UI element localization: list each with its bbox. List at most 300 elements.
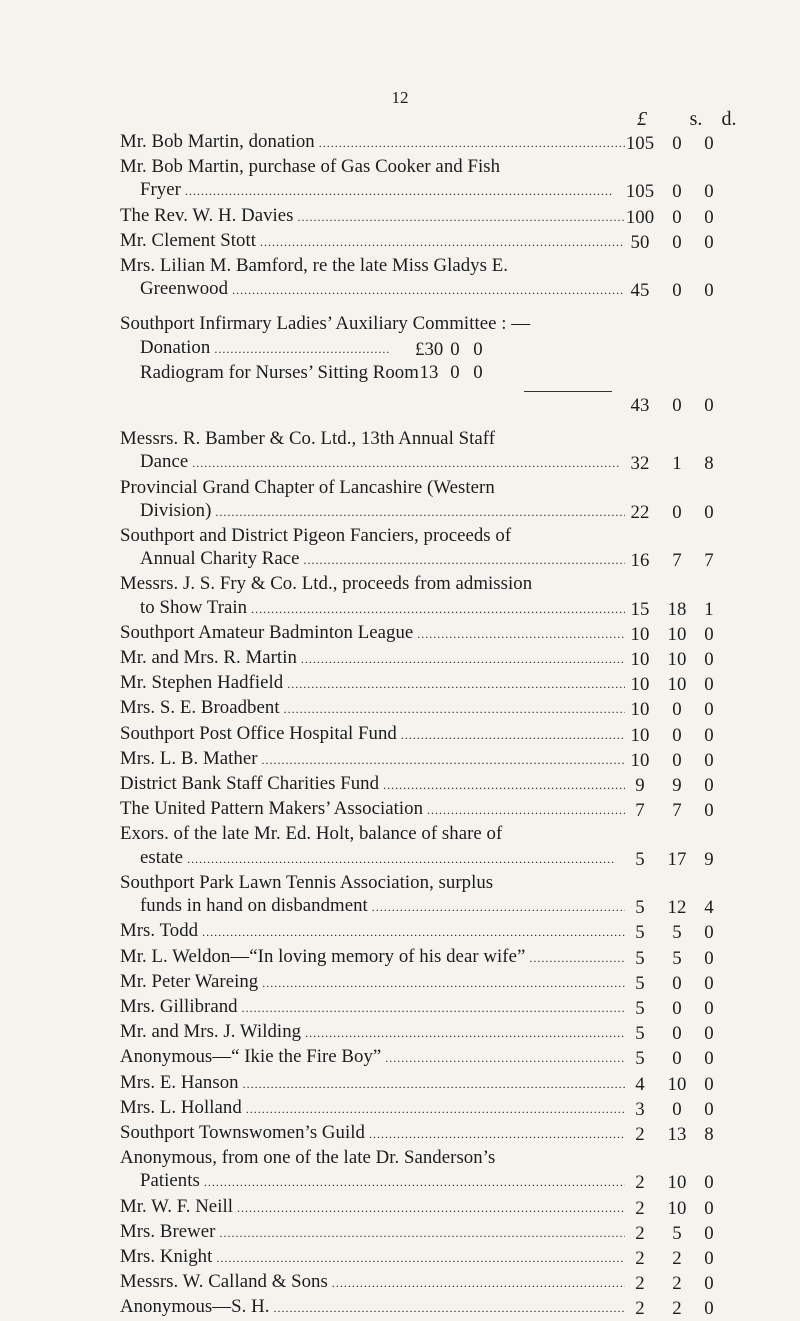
shillings-value: 13 bbox=[667, 1123, 687, 1145]
entry-text bbox=[120, 1121, 625, 1146]
pounds-value: 3 bbox=[635, 1098, 645, 1120]
entry-text bbox=[120, 846, 625, 871]
entry-amount bbox=[620, 1047, 724, 1070]
pounds-value: 2 bbox=[635, 1222, 645, 1244]
entry-label: Mrs. L. B. Mather bbox=[120, 747, 258, 769]
pence-value: 8 bbox=[704, 453, 714, 475]
entry-amount bbox=[620, 947, 724, 970]
entry-label: Southport Infirmary Ladies’ Auxiliary Committee : — bbox=[120, 313, 531, 335]
entry-amount bbox=[620, 848, 724, 871]
pounds-value: 7 bbox=[635, 800, 645, 822]
pounds-value: 13 bbox=[419, 361, 439, 383]
entry-amount bbox=[620, 1247, 724, 1270]
ledger-entry bbox=[120, 254, 760, 302]
entry-text bbox=[120, 871, 625, 894]
pounds-value: 5 bbox=[635, 1048, 645, 1070]
entry-text bbox=[120, 312, 625, 335]
entry-label: Mr. L. Weldon—“In loving memory of his dear wife” bbox=[120, 945, 526, 967]
pounds-value: 50 bbox=[630, 231, 650, 253]
shillings-value: 5 bbox=[672, 1222, 682, 1244]
entry-label: Mrs. E. Hanson bbox=[120, 1071, 239, 1093]
entry-label: Southport Post Office Hospital Fund bbox=[120, 722, 397, 744]
leader-dots bbox=[262, 749, 625, 772]
entry-amount bbox=[620, 1197, 724, 1220]
shillings-value: 12 bbox=[667, 897, 687, 919]
shillings-value: 0 bbox=[672, 231, 682, 253]
leader-dots bbox=[262, 972, 625, 995]
entry-label: Mr. Bob Martin, purchase of Gas Cooker and Fish bbox=[120, 156, 501, 178]
leader-dots bbox=[232, 279, 625, 302]
leader-dots bbox=[304, 549, 626, 572]
shillings-value: 0 bbox=[672, 699, 682, 721]
entry-amount bbox=[620, 1098, 724, 1121]
pence-value: 0 bbox=[704, 1023, 714, 1045]
shillings-value: 2 bbox=[672, 1273, 682, 1295]
pounds-value: 16 bbox=[630, 550, 650, 572]
ledger-entry bbox=[120, 312, 760, 335]
leader-dots bbox=[369, 1123, 625, 1146]
entry-amount bbox=[620, 724, 724, 747]
entry-amount bbox=[620, 549, 724, 572]
sub-amount bbox=[415, 338, 489, 361]
entry-text bbox=[120, 646, 625, 671]
ledger-entry bbox=[120, 1045, 760, 1070]
entry-text bbox=[120, 995, 625, 1020]
entry-label: Greenwood bbox=[140, 278, 229, 300]
ledger-entry bbox=[120, 1220, 760, 1245]
pounds-value: 5 bbox=[635, 972, 645, 994]
ledger-entry bbox=[120, 524, 760, 572]
pounds-value: 5 bbox=[635, 947, 645, 969]
entry-text bbox=[120, 1045, 625, 1070]
pounds-value: 105 bbox=[625, 181, 655, 203]
leader-dots bbox=[529, 947, 625, 970]
pounds-value: 105 bbox=[625, 133, 655, 154]
entry-amount bbox=[620, 997, 724, 1020]
entry-text bbox=[120, 524, 625, 547]
shillings-value: 0 bbox=[672, 280, 682, 302]
pence-value: 0 bbox=[704, 649, 714, 671]
pence-value: 0 bbox=[704, 997, 714, 1019]
ledger-entry bbox=[120, 722, 760, 747]
ledger-entry bbox=[120, 394, 760, 417]
entry-label: Mr. Peter Wareing bbox=[120, 970, 259, 992]
entry-text bbox=[120, 945, 625, 970]
pence-value: 1 bbox=[704, 598, 714, 620]
shillings-value: 0 bbox=[672, 749, 682, 771]
pence-value: 0 bbox=[704, 501, 714, 523]
ledger-entry bbox=[120, 155, 760, 203]
leader-dots bbox=[260, 231, 625, 254]
entry-amount bbox=[620, 972, 724, 995]
shillings-value: 1 bbox=[672, 453, 682, 475]
pence-value: 0 bbox=[704, 947, 714, 969]
entry-label: Exors. of the late Mr. Ed. Holt, balance of share of bbox=[120, 823, 503, 845]
entry-text bbox=[120, 204, 625, 229]
entry-label: Southport Amateur Badminton League bbox=[120, 621, 414, 643]
entry-amount bbox=[620, 231, 724, 254]
ledger-entry bbox=[120, 970, 760, 995]
ledger-entry bbox=[120, 871, 760, 919]
leader-dots bbox=[427, 799, 625, 822]
entry-amount bbox=[620, 774, 724, 797]
entry-amount bbox=[620, 698, 724, 721]
entry-label: Anonymous—S. H. bbox=[120, 1296, 270, 1318]
pence-value: 0 bbox=[704, 699, 714, 721]
pence-value: 0 bbox=[704, 1273, 714, 1295]
entry-label: estate bbox=[140, 846, 184, 868]
entry-amount bbox=[620, 180, 724, 203]
entry-label: Mrs. L. Holland bbox=[120, 1096, 242, 1118]
pence-value: 9 bbox=[704, 848, 714, 870]
entry-label: Mr. and Mrs. J. Wilding bbox=[120, 1021, 302, 1043]
pounds-value: 100 bbox=[625, 206, 655, 228]
entry-label: Dance bbox=[140, 451, 189, 473]
pence-value: 0 bbox=[704, 1048, 714, 1070]
ledger-entry bbox=[120, 229, 760, 254]
pounds-value: 15 bbox=[630, 598, 650, 620]
entry-label: Mr. Clement Stott bbox=[120, 229, 256, 251]
shillings-value: 0 bbox=[672, 724, 682, 746]
entry-amount bbox=[620, 921, 724, 944]
pence-value: 7 bbox=[704, 550, 714, 572]
ledger-entry bbox=[120, 427, 760, 475]
entry-amount bbox=[620, 749, 724, 772]
entry-label: Mrs. S. E. Broadbent bbox=[120, 697, 280, 719]
leader-dots bbox=[417, 623, 625, 646]
entry-label: Radiogram for Nurses’ Sitting Room bbox=[140, 361, 419, 383]
entry-label: Southport and District Pigeon Fanciers, proceeds of bbox=[120, 525, 512, 547]
entry-label: funds in hand on disbandment bbox=[140, 895, 368, 917]
leader-dots bbox=[246, 1098, 625, 1121]
entry-label: The Rev. W. H. Davies bbox=[120, 204, 294, 226]
shillings-value: 7 bbox=[672, 800, 682, 822]
entry-label: Messrs. J. S. Fry & Co. Ltd., proceeds from admission bbox=[120, 573, 533, 595]
leader-dots bbox=[192, 452, 625, 475]
entry-label: Southport Park Lawn Tennis Association, surplus bbox=[120, 871, 494, 893]
entry-text bbox=[120, 1071, 625, 1096]
pounds-value: 10 bbox=[630, 674, 650, 696]
shillings-value: 0 bbox=[672, 972, 682, 994]
entry-amount bbox=[620, 598, 724, 621]
entry-label: Mrs. Lilian M. Bamford, re the late Miss Gladys E. bbox=[120, 255, 508, 277]
entry-text bbox=[120, 1195, 625, 1220]
leader-dots bbox=[204, 1171, 625, 1194]
pence-value: 0 bbox=[704, 1098, 714, 1120]
ledger-entry bbox=[120, 1146, 760, 1194]
entry-amount bbox=[620, 394, 724, 417]
pounds-value: 2 bbox=[635, 1273, 645, 1295]
shillings-value: 2 bbox=[672, 1247, 682, 1269]
entry-text bbox=[120, 361, 420, 384]
ledger-entry bbox=[120, 995, 760, 1020]
entry-label: Mr. W. F. Neill bbox=[120, 1195, 233, 1217]
entry-label: Division) bbox=[140, 499, 212, 521]
entry-text bbox=[120, 1295, 625, 1320]
entry-label: Annual Charity Race bbox=[140, 548, 300, 570]
entry-text bbox=[120, 178, 625, 203]
pence-value: 0 bbox=[704, 623, 714, 645]
ledger-entry bbox=[120, 797, 760, 822]
entry-amount bbox=[620, 1123, 724, 1146]
entry-label: Provincial Grand Chapter of Lancashire (Western bbox=[120, 476, 495, 498]
pence-value: 0 bbox=[704, 922, 714, 944]
subtotal-rule bbox=[524, 391, 612, 392]
entry-amount bbox=[620, 623, 724, 646]
entry-text bbox=[120, 1220, 625, 1245]
ledger-entry bbox=[120, 361, 760, 384]
leader-dots bbox=[284, 698, 625, 721]
entry-label: Anonymous—“ Ikie the Fire Boy” bbox=[120, 1046, 382, 1068]
entry-amount bbox=[620, 673, 724, 696]
ledger-entry bbox=[120, 747, 760, 772]
shillings-value: 0 bbox=[450, 361, 460, 383]
ledger-entry bbox=[120, 1195, 760, 1220]
entry-text bbox=[120, 1146, 625, 1169]
entry-amount bbox=[620, 501, 724, 524]
shillings-value: 0 bbox=[672, 181, 682, 203]
ledger-entry bbox=[120, 1270, 760, 1295]
entry-label: Patients bbox=[140, 1170, 200, 1192]
entry-label: Mrs. Todd bbox=[120, 920, 199, 942]
pounds-value: 5 bbox=[635, 897, 645, 919]
pounds-value: 5 bbox=[635, 997, 645, 1019]
ledger-entry bbox=[120, 336, 760, 361]
pence-value: 0 bbox=[704, 1298, 714, 1320]
ledger-entry bbox=[120, 621, 760, 646]
shillings-value: 10 bbox=[667, 674, 687, 696]
leader-dots bbox=[332, 1272, 625, 1295]
pounds-value: 10 bbox=[630, 749, 650, 771]
ledger-entry bbox=[120, 572, 760, 620]
ledger-entry bbox=[120, 822, 760, 870]
pence-value: 0 bbox=[704, 206, 714, 228]
shillings-value: 0 bbox=[450, 338, 460, 360]
page-number: 12 bbox=[391, 88, 409, 107]
entry-text bbox=[120, 1169, 625, 1194]
pounds-value: 5 bbox=[635, 1023, 645, 1045]
pence-value: 0 bbox=[704, 181, 714, 203]
pence-value: 0 bbox=[704, 972, 714, 994]
leader-dots bbox=[372, 896, 625, 919]
leader-dots bbox=[305, 1022, 625, 1045]
leader-dots bbox=[385, 1047, 625, 1070]
entry-label: The United Pattern Makers’ Association bbox=[120, 798, 424, 820]
pence-value: 0 bbox=[704, 133, 714, 154]
entry-text bbox=[120, 1270, 625, 1295]
leader-dots bbox=[298, 206, 625, 229]
pounds-value: 10 bbox=[630, 699, 650, 721]
entry-text bbox=[120, 919, 625, 944]
leader-dots bbox=[301, 648, 625, 671]
pence-value: 0 bbox=[704, 800, 714, 822]
pounds-value: £30 bbox=[415, 338, 444, 360]
shillings-value: 0 bbox=[672, 1023, 682, 1045]
ledger-entry bbox=[120, 646, 760, 671]
entry-text bbox=[120, 894, 625, 919]
leader-dots bbox=[202, 921, 625, 944]
entry-amount bbox=[620, 206, 724, 229]
ledger-entry bbox=[120, 1245, 760, 1270]
shillings-value: 10 bbox=[667, 623, 687, 645]
leader-dots bbox=[319, 132, 625, 155]
pounds-value: 2 bbox=[635, 1298, 645, 1320]
shillings-value: 0 bbox=[672, 395, 682, 417]
shillings-value: 0 bbox=[672, 1098, 682, 1120]
entry-text bbox=[120, 277, 625, 302]
leader-dots bbox=[214, 338, 389, 361]
pounds-value: 5 bbox=[635, 848, 645, 870]
shillings-value: 0 bbox=[672, 206, 682, 228]
ledger-entry bbox=[120, 696, 760, 721]
pence-value: 0 bbox=[704, 395, 714, 417]
entry-text bbox=[120, 696, 625, 721]
sub-amount bbox=[415, 361, 489, 384]
entry-text bbox=[120, 394, 625, 417]
entry-amount bbox=[620, 1171, 724, 1194]
ledger-entry bbox=[120, 130, 760, 155]
leader-dots bbox=[242, 997, 625, 1020]
pence-value: 0 bbox=[704, 1197, 714, 1219]
leader-dots bbox=[215, 501, 625, 524]
entry-text bbox=[120, 772, 625, 797]
entry-label: Mr. Stephen Hadfield bbox=[120, 672, 284, 694]
entry-text bbox=[120, 596, 625, 621]
ledger-entry bbox=[120, 204, 760, 229]
shillings-value: 0 bbox=[672, 133, 682, 154]
pounds-value: 5 bbox=[635, 922, 645, 944]
pounds-value: 2 bbox=[635, 1172, 645, 1194]
entry-text bbox=[120, 130, 625, 155]
pounds-value: 10 bbox=[630, 623, 650, 645]
entry-text bbox=[120, 155, 625, 178]
donations-ledger bbox=[120, 130, 760, 1321]
entry-text bbox=[120, 450, 625, 475]
entry-text bbox=[120, 671, 625, 696]
pounds-value: 2 bbox=[635, 1197, 645, 1219]
shillings-column-header: s. bbox=[689, 108, 703, 130]
entry-text bbox=[120, 499, 625, 524]
leader-dots bbox=[273, 1297, 625, 1320]
pounds-column-header: £ bbox=[637, 108, 647, 130]
entry-text bbox=[120, 1245, 625, 1270]
entry-text bbox=[120, 476, 625, 499]
entry-text bbox=[120, 621, 625, 646]
ledger-entry bbox=[120, 1071, 760, 1096]
entry-label: Messrs. W. Calland & Sons bbox=[120, 1271, 328, 1293]
entry-label: Fryer bbox=[140, 179, 181, 201]
shillings-value: 5 bbox=[672, 922, 682, 944]
shillings-value: 7 bbox=[672, 550, 682, 572]
leader-dots bbox=[243, 1073, 625, 1096]
leader-dots bbox=[383, 774, 625, 797]
entry-amount bbox=[620, 132, 724, 155]
pence-value: 0 bbox=[704, 1247, 714, 1269]
ledger-entry bbox=[120, 945, 760, 970]
entry-amount bbox=[620, 1073, 724, 1096]
pence-column-header: d. bbox=[721, 108, 737, 130]
shillings-value: 0 bbox=[672, 501, 682, 523]
shillings-value: 10 bbox=[667, 649, 687, 671]
pence-value: 0 bbox=[704, 775, 714, 797]
entry-label: District Bank Staff Charities Fund bbox=[120, 773, 380, 795]
pence-value: 0 bbox=[704, 1172, 714, 1194]
ledger-entry bbox=[120, 919, 760, 944]
entry-label: Mr. Bob Martin, donation bbox=[120, 131, 315, 152]
leader-dots bbox=[237, 1197, 625, 1220]
entry-text bbox=[120, 336, 420, 361]
pence-value: 0 bbox=[704, 724, 714, 746]
pounds-value: 32 bbox=[630, 453, 650, 475]
entry-label: Donation bbox=[140, 336, 211, 358]
entry-amount bbox=[620, 1022, 724, 1045]
entry-amount bbox=[620, 896, 724, 919]
entry-text bbox=[120, 747, 625, 772]
pounds-value: 10 bbox=[630, 649, 650, 671]
pence-value: 4 bbox=[704, 897, 714, 919]
entry-label: Southport Townswomen’s Guild bbox=[120, 1121, 365, 1143]
entry-text bbox=[120, 254, 625, 277]
pounds-value: 2 bbox=[635, 1123, 645, 1145]
pounds-value: 22 bbox=[630, 501, 650, 523]
pence-value: 8 bbox=[704, 1123, 714, 1145]
entry-amount bbox=[620, 452, 724, 475]
entry-label: Anonymous, from one of the late Dr. Sanderson’s bbox=[120, 1147, 496, 1169]
ledger-entry bbox=[120, 1096, 760, 1121]
leader-dots bbox=[401, 724, 625, 747]
entry-text bbox=[120, 547, 625, 572]
entry-label: Mr. and Mrs. R. Martin bbox=[120, 647, 297, 669]
entry-text bbox=[120, 427, 625, 450]
entry-text bbox=[120, 722, 625, 747]
entry-label: Mrs. Gillibrand bbox=[120, 995, 238, 1017]
ledger-entry bbox=[120, 476, 760, 524]
pounds-value: 9 bbox=[635, 775, 645, 797]
shillings-value: 9 bbox=[672, 775, 682, 797]
entry-text bbox=[120, 572, 625, 595]
entry-text bbox=[120, 970, 625, 995]
pounds-value: 45 bbox=[630, 280, 650, 302]
entry-amount bbox=[620, 648, 724, 671]
entry-text bbox=[120, 797, 625, 822]
ledger-entry bbox=[120, 1020, 760, 1045]
entry-amount bbox=[620, 1272, 724, 1295]
entry-text bbox=[120, 822, 625, 845]
entry-amount bbox=[620, 1222, 724, 1245]
ledger-entry bbox=[120, 671, 760, 696]
leader-dots bbox=[185, 180, 625, 203]
leader-dots bbox=[216, 1247, 625, 1270]
entry-label: to Show Train bbox=[140, 596, 248, 618]
pence-value: 0 bbox=[473, 361, 483, 383]
entry-amount bbox=[620, 1297, 724, 1320]
shillings-value: 10 bbox=[667, 1197, 687, 1219]
entry-amount bbox=[620, 799, 724, 822]
leader-dots bbox=[287, 673, 625, 696]
ledger-entry bbox=[120, 1121, 760, 1146]
ledger-entry bbox=[120, 1295, 760, 1320]
entry-text bbox=[120, 1096, 625, 1121]
shillings-value: 0 bbox=[672, 997, 682, 1019]
pence-value: 0 bbox=[704, 674, 714, 696]
leader-dots bbox=[219, 1222, 625, 1245]
pence-value: 0 bbox=[704, 749, 714, 771]
shillings-value: 17 bbox=[667, 848, 687, 870]
entry-text bbox=[120, 229, 625, 254]
shillings-value: 10 bbox=[667, 1073, 687, 1095]
shillings-value: 18 bbox=[667, 598, 687, 620]
entry-amount bbox=[620, 279, 724, 302]
